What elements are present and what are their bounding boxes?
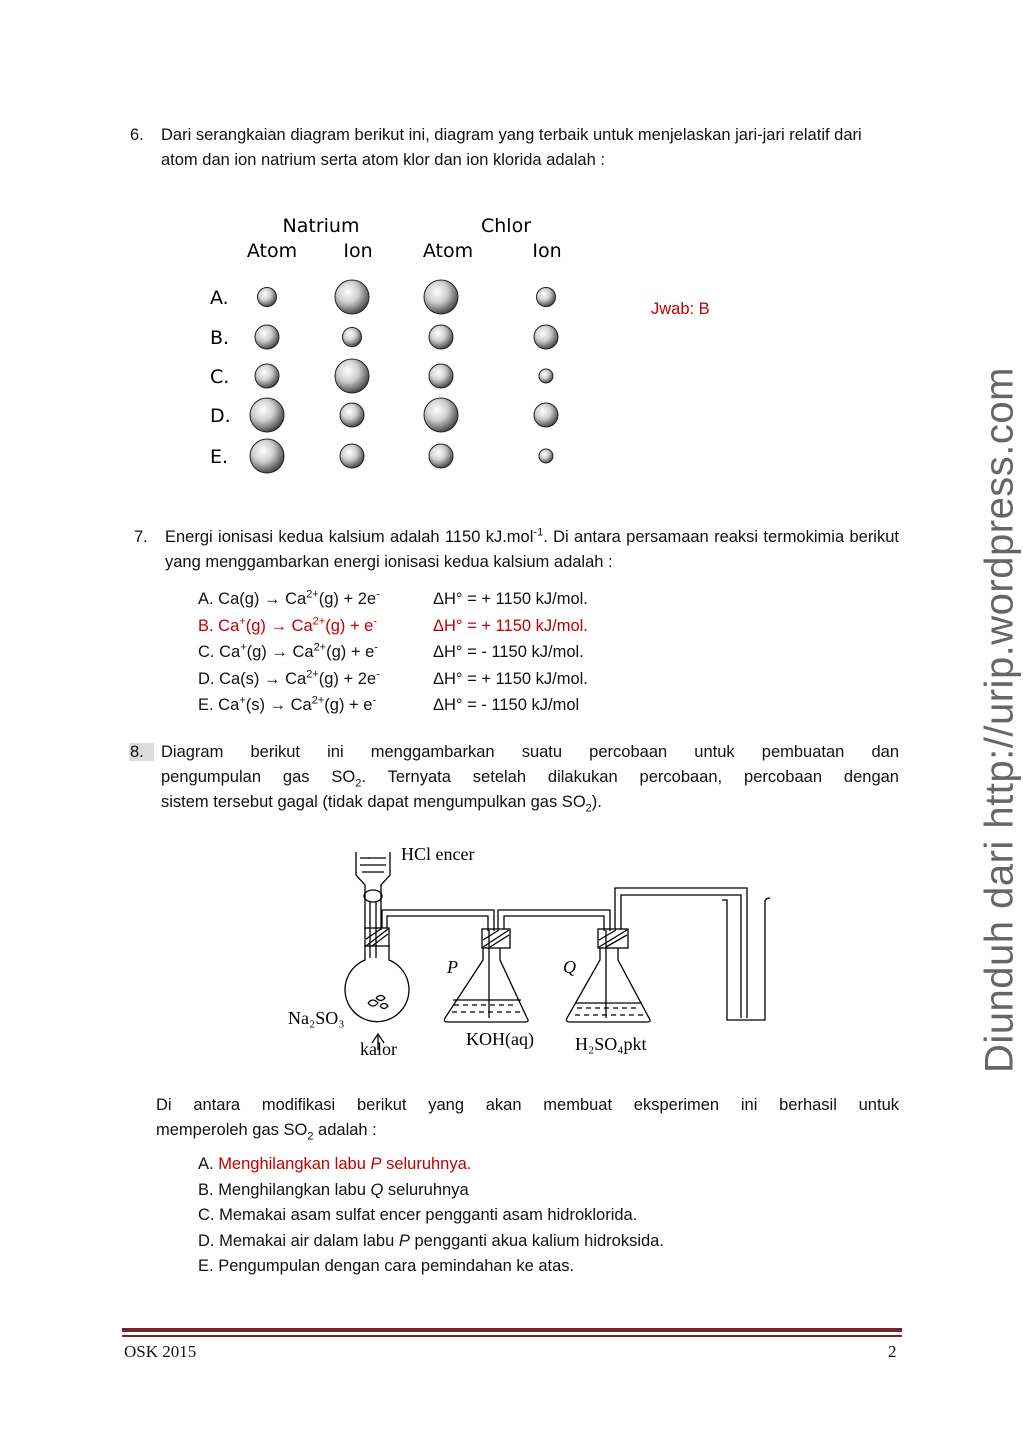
q7-enthalpy: ΔH° = - 1150 kJ/mol.: [433, 643, 584, 661]
q8-options: [198, 1152, 848, 1282]
page-number: 2: [888, 1342, 897, 1361]
footer-left: OSK 2015: [124, 1342, 197, 1361]
sphere-small: [343, 328, 362, 347]
q8-line3: sistem tersebut gagal (tidak dapat mengumpulkan gas $SO_2$).: [161, 793, 602, 815]
sphere-tiny: [539, 449, 553, 463]
q7-enthalpy: ΔH° = - 1150 kJ/mol: [433, 696, 580, 714]
q8-option-text: Memakai asam sulfat encer pengganti asam hidroklorida.: [219, 1206, 638, 1224]
label-h2so4: H₂SO₄pkt: [575, 1034, 647, 1054]
q7-equation: E. $Ca^+(s) \to Ca^{2+}(g) + e^-$: [198, 694, 377, 714]
col-atom-chlor: Atom: [422, 240, 474, 262]
gas-jar: [722, 898, 770, 1020]
diagram-rows: [210, 280, 558, 473]
row-label: D.: [210, 405, 231, 427]
sphere-small: [537, 288, 556, 307]
sphere-medium: [255, 325, 279, 349]
q7-equation: A. $Ca(g) \to Ca^{2+}(g) + 2e^-$: [198, 588, 380, 608]
q7-option-d: [198, 667, 648, 691]
apparatus-diagram: [280, 840, 780, 1070]
q8-option-letter: E.: [198, 1257, 219, 1275]
sphere-large: [335, 280, 369, 314]
q8-option-text: Menghilangkan labu P seluruhnya.: [218, 1155, 472, 1173]
chlor-label: Chlor: [480, 215, 532, 237]
label-p: P: [447, 957, 458, 977]
row-label: B.: [210, 327, 230, 349]
q7-option-e: [198, 693, 648, 717]
sphere-large: [335, 359, 369, 393]
q8-option-text: Pengumpulan dengan cara pemindahan ke atas.: [218, 1257, 575, 1275]
q8-option-letter: B.: [198, 1180, 219, 1199]
radius-diagram: [195, 205, 595, 490]
q7-enthalpy: ΔH° = + 1150 kJ/mol.: [433, 616, 588, 635]
stopcock: [364, 890, 382, 902]
q8-option-letter: C.: [198, 1206, 220, 1224]
sphere-large: [424, 398, 458, 432]
q7-enthalpy: ΔH° = + 1150 kJ/mol.: [433, 590, 588, 608]
sphere-large: [250, 439, 284, 473]
q8-option-letter: A.: [198, 1155, 219, 1173]
col-ion-natrium: Ion: [343, 240, 373, 262]
sphere-medium: [429, 444, 453, 468]
sphere-tiny: [539, 369, 553, 383]
dropping-funnel: [356, 852, 390, 930]
q7-option-b: [198, 614, 648, 638]
footer-rule-thick: [122, 1328, 902, 1332]
sphere-small: [258, 288, 277, 307]
footer-rule-thin: [122, 1335, 902, 1337]
sphere-medium: [340, 403, 364, 427]
natrium-label: Natrium: [282, 215, 360, 237]
q7-option-c: [198, 640, 648, 664]
row-label: C.: [210, 366, 230, 388]
round-bottom-flask: [345, 945, 409, 1022]
q7-equation: B. $Ca^+(g) \to Ca^{2+}(g) + e^-$: [198, 615, 378, 635]
sphere-large: [250, 398, 284, 432]
q6-text: Dari serangkaian diagram berikut ini, diagram yang terbaik untuk menjelaskan jari-jari relatif dari atom dan ion natrium serta atom klor dan ion klorida adalah :: [161, 126, 862, 169]
label-hcl: HCl encer: [401, 844, 475, 864]
flask-q: [566, 948, 650, 1022]
q8-option-a: [198, 1152, 471, 1176]
q8-option-b: [198, 1178, 469, 1202]
q8-intro-line2: memperoleh gas $SO_2$ adalah :: [156, 1121, 377, 1143]
q8-option-e: [198, 1254, 574, 1278]
q8-option-c: [198, 1203, 637, 1227]
label-koh: KOH(aq): [466, 1029, 534, 1049]
q7-equation: C. $Ca^+(g) \to Ca^{2+}(g) + e^-$: [198, 641, 378, 661]
watermark: Diunduh dari http://urip.wordpress.com: [977, 367, 1022, 1073]
q8-option-d: [198, 1229, 664, 1253]
sphere-medium: [340, 444, 364, 468]
q7-text: Energi ionisasi kedua kalsium adalah 1150 kJ.mol$^{-1}$. Di antara persamaan reaksi termokimia berikut yang menggambarkan energi ionisasi kedua kalsium adalah :: [165, 526, 899, 571]
q8-option-text: Memakai air dalam labu P pengganti akua kalium hidroksida.: [219, 1231, 664, 1250]
q7-number: 7.: [134, 528, 148, 546]
q6-answer: Jwab: B: [651, 300, 710, 318]
label-q: Q: [563, 957, 576, 977]
sphere-medium: [534, 325, 558, 349]
row-label: E.: [210, 446, 229, 468]
row-label: A.: [210, 287, 229, 309]
sphere-medium: [534, 403, 558, 427]
q8-intro-line1: Di antara modifikasi berikut yang akan membuat eksperimen ini berhasil untuk: [156, 1096, 899, 1114]
q7-options: [198, 587, 648, 722]
sphere-medium: [255, 364, 279, 388]
sphere-medium: [429, 364, 453, 388]
q8-number: 8.: [129, 740, 154, 765]
q8-option-text: Menghilangkan labu Q seluruhnya: [218, 1180, 469, 1199]
q8-line2: pengumpulan gas $SO_2$. Ternyata setelah dilakukan percobaan, percobaan dengan: [161, 768, 899, 790]
col-atom-natrium: Atom: [246, 240, 298, 262]
q8-option-letter: D.: [198, 1231, 220, 1250]
q7-equation: D. $Ca(s) \to Ca^{2+}(g) + 2e^-$: [198, 668, 380, 688]
q6-number: 6.: [130, 126, 144, 144]
sphere-large: [424, 280, 458, 314]
sphere-medium: [429, 325, 453, 349]
col-ion-chlor: Ion: [532, 240, 562, 262]
label-kalor: kalor: [360, 1039, 397, 1059]
label-na2so3: Na₂SO₃: [288, 1008, 345, 1028]
q7-enthalpy: ΔH° = + 1150 kJ/mol.: [433, 669, 588, 688]
q8-line1: Diagram berikut ini menggambarkan suatu percobaan untuk pembuatan dan: [161, 743, 899, 761]
q7-option-a: [198, 587, 648, 611]
